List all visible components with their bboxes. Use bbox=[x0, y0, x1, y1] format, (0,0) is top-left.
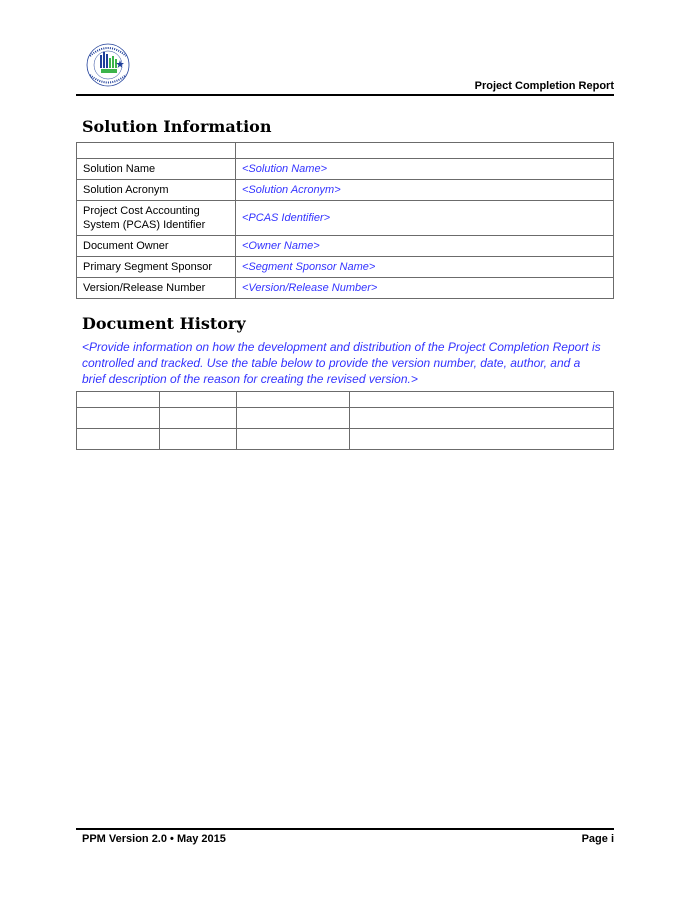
solution-info-table bbox=[76, 142, 614, 299]
table-cell[interactable] bbox=[77, 408, 160, 429]
row-label: Version/Release Number bbox=[77, 278, 236, 299]
row-label: Project Cost Accounting System (PCAS) Identifier bbox=[77, 201, 236, 236]
table-cell[interactable] bbox=[77, 429, 160, 450]
row-value[interactable]: <PCAS Identifier> bbox=[236, 201, 614, 236]
table-header-row bbox=[77, 392, 614, 408]
table-cell[interactable] bbox=[350, 429, 614, 450]
row-label: Solution Name bbox=[77, 159, 236, 180]
hud-seal-logo bbox=[80, 42, 136, 88]
row-label: Primary Segment Sponsor bbox=[77, 257, 236, 278]
table-cell bbox=[160, 392, 237, 408]
table-header-cell bbox=[236, 143, 614, 159]
row-value[interactable]: <Owner Name> bbox=[236, 236, 614, 257]
footer-divider bbox=[76, 828, 614, 830]
row-label: Document Owner bbox=[77, 236, 236, 257]
table-row bbox=[77, 257, 614, 278]
row-label: Solution Acronym bbox=[77, 180, 236, 201]
hud-seal-icon bbox=[80, 42, 136, 88]
table-cell bbox=[350, 392, 614, 408]
document-history-intro: <Provide information on how the development and distribution of the Project Completion Report is controlled and tracked. Use the table below to provide the version number, date, author, and a brief description of the reason for creating the revised version.> bbox=[82, 340, 601, 386]
table-cell[interactable] bbox=[237, 429, 350, 450]
table-cell[interactable] bbox=[160, 429, 237, 450]
table-header-row bbox=[77, 143, 614, 159]
table-row bbox=[77, 159, 614, 180]
header-title: Project Completion Report bbox=[474, 80, 614, 92]
document-history-table bbox=[76, 391, 614, 450]
table-header-cell bbox=[77, 143, 236, 159]
table-row bbox=[77, 429, 614, 450]
table-cell[interactable] bbox=[350, 408, 614, 429]
row-value[interactable]: <Segment Sponsor Name> bbox=[236, 257, 614, 278]
table-cell bbox=[77, 392, 160, 408]
footer-version: PPM Version 2.0 • May 2015 bbox=[82, 833, 226, 845]
table-cell bbox=[237, 392, 350, 408]
table-cell[interactable] bbox=[160, 408, 237, 429]
row-value[interactable]: <Version/Release Number> bbox=[236, 278, 614, 299]
row-value[interactable]: <Solution Acronym> bbox=[236, 180, 614, 201]
header-divider bbox=[76, 94, 614, 96]
row-value[interactable]: <Solution Name> bbox=[236, 159, 614, 180]
document-history-heading: Document History bbox=[82, 314, 246, 333]
table-row bbox=[77, 278, 614, 299]
table-row bbox=[77, 201, 614, 236]
footer-page-number: Page i bbox=[581, 833, 614, 845]
table-row bbox=[77, 236, 614, 257]
table-row bbox=[77, 180, 614, 201]
solution-info-heading: Solution Information bbox=[82, 117, 272, 136]
table-cell[interactable] bbox=[237, 408, 350, 429]
table-row bbox=[77, 408, 614, 429]
